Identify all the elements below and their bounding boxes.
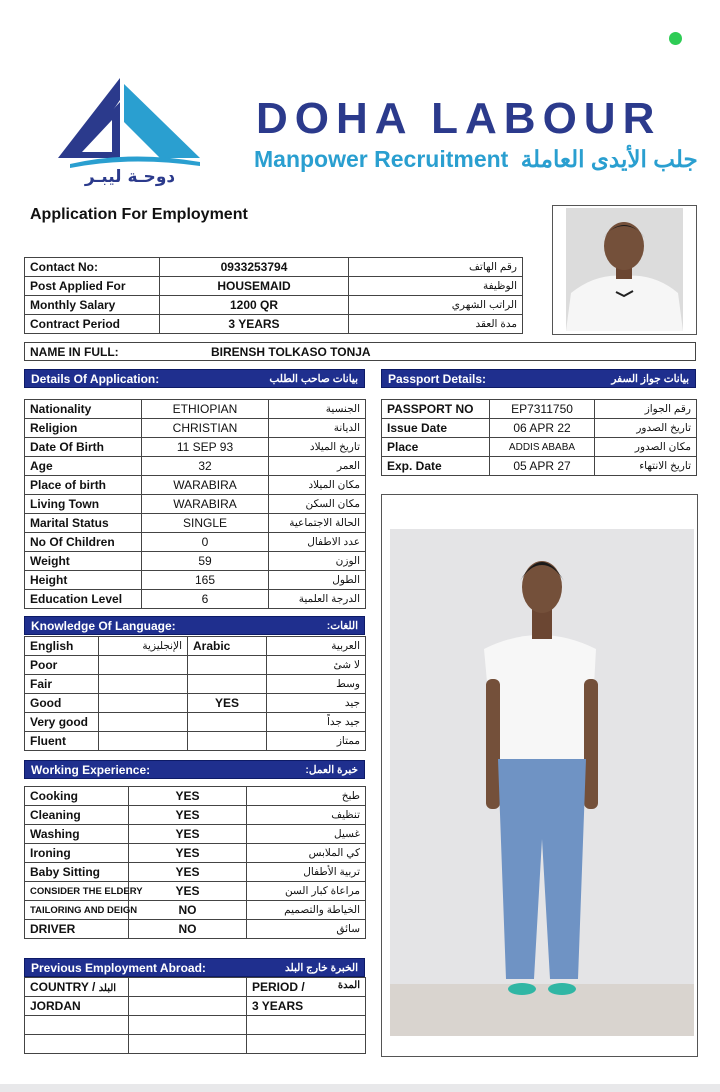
contact-value: 0933253794 xyxy=(160,258,349,277)
details-row xyxy=(25,495,366,514)
experience-header-ar: خبرة العمل: xyxy=(305,763,358,776)
experience-label-ar: غسيل xyxy=(247,825,366,844)
details-label: Age xyxy=(25,457,142,476)
language-level-label: Fluent xyxy=(25,732,99,751)
details-value: 165 xyxy=(142,571,269,590)
language-header xyxy=(24,616,365,635)
experience-header-en: Working Experience: xyxy=(31,762,151,777)
experience-value: YES xyxy=(129,882,247,901)
details-header-ar: بيانات صاحب الطلب xyxy=(269,372,358,385)
contact-label: Post Applied For xyxy=(25,277,160,296)
details-label: Education Level xyxy=(25,590,142,609)
language-col-arabic: Arabic xyxy=(188,637,267,656)
contact-label: Monthly Salary xyxy=(25,296,160,315)
language-level-label: Poor xyxy=(25,656,99,675)
previous-period: 3 YEARS xyxy=(247,997,366,1016)
experience-label-ar: طبخ xyxy=(247,787,366,806)
previous-country xyxy=(25,1016,129,1035)
details-row xyxy=(25,457,366,476)
doha-labour-logo xyxy=(50,72,210,187)
language-arabic-value xyxy=(188,732,267,751)
experience-label: Cleaning xyxy=(25,806,129,825)
details-label: Nationality xyxy=(25,400,142,419)
previous-table xyxy=(24,977,366,1054)
details-label-ar: الجنسية xyxy=(269,400,366,419)
experience-label: Baby Sitting xyxy=(25,863,129,882)
language-english-value xyxy=(99,713,188,732)
passport-label: PASSPORT NO xyxy=(382,400,490,419)
previous-row xyxy=(25,1035,366,1054)
language-row xyxy=(25,694,366,713)
language-col-arabic-ar: العربية xyxy=(267,637,366,656)
experience-row xyxy=(25,844,366,863)
brand-subtitle-en: Manpower Recruitment xyxy=(254,146,509,172)
language-row xyxy=(25,675,366,694)
passport-value: ADDIS ABABA xyxy=(490,438,595,457)
experience-value: YES xyxy=(129,806,247,825)
details-value: 59 xyxy=(142,552,269,571)
experience-label-ar: الخياطة والتصميم xyxy=(247,901,366,920)
language-english-value xyxy=(99,694,188,713)
applicant-photo-small xyxy=(552,205,697,335)
details-label: No Of Children xyxy=(25,533,142,552)
language-columns-row xyxy=(25,637,366,656)
experience-label-ar: كي الملابس xyxy=(247,844,366,863)
previous-header-en: Previous Employment Abroad: xyxy=(31,960,206,975)
details-label: Height xyxy=(25,571,142,590)
details-row xyxy=(25,438,366,457)
passport-row xyxy=(382,400,697,419)
details-value: CHRISTIAN xyxy=(142,419,269,438)
contact-row xyxy=(25,296,523,315)
details-row xyxy=(25,571,366,590)
passport-value: 05 APR 27 xyxy=(490,457,595,476)
details-value: ETHIOPIAN xyxy=(142,400,269,419)
language-arabic-value xyxy=(188,713,267,732)
brand-title: DOHA LABOUR xyxy=(256,94,662,143)
details-row xyxy=(25,514,366,533)
experience-label: Ironing xyxy=(25,844,129,863)
contact-label-ar: مدة العقد xyxy=(349,315,523,334)
previous-country xyxy=(25,1035,129,1054)
details-label-ar: تاريخ الميلاد xyxy=(269,438,366,457)
experience-row xyxy=(25,920,366,939)
experience-value: YES xyxy=(129,825,247,844)
details-label-ar: الطول xyxy=(269,571,366,590)
experience-value: NO xyxy=(129,901,247,920)
experience-value: YES xyxy=(129,844,247,863)
previous-period xyxy=(247,1016,366,1035)
experience-value: YES xyxy=(129,863,247,882)
passport-label-ar: مكان الصدور xyxy=(595,438,697,457)
language-row xyxy=(25,656,366,675)
language-row xyxy=(25,732,366,751)
details-value: 11 SEP 93 xyxy=(142,438,269,457)
details-label-ar: العمر xyxy=(269,457,366,476)
language-level-ar: جيد xyxy=(267,694,366,713)
passport-label-ar: تاريخ الانتهاء xyxy=(595,457,697,476)
details-row xyxy=(25,533,366,552)
status-dot xyxy=(669,32,682,45)
contact-row xyxy=(25,258,523,277)
language-row xyxy=(25,713,366,732)
previous-col-period: PERIOD / المدة xyxy=(247,978,366,997)
previous-header xyxy=(24,958,365,977)
experience-row xyxy=(25,825,366,844)
previous-country: JORDAN xyxy=(25,997,129,1016)
contact-value: 1200 QR xyxy=(160,296,349,315)
experience-label: TAILORING AND DEIGN xyxy=(25,901,129,920)
passport-row xyxy=(382,419,697,438)
details-header-en: Details Of Application: xyxy=(31,371,160,386)
contact-row xyxy=(25,315,523,334)
contact-label: Contact No: xyxy=(25,258,160,277)
details-label: Weight xyxy=(25,552,142,571)
previous-row xyxy=(25,1016,366,1035)
language-header-ar: اللغات: xyxy=(326,619,358,632)
passport-row xyxy=(382,457,697,476)
experience-label-ar: مراعاة كبار السن xyxy=(247,882,366,901)
previous-header-ar: الخبرة خارج البلد xyxy=(284,961,358,974)
language-level-ar: لا شئ xyxy=(267,656,366,675)
contact-label-ar: رقم الهاتف xyxy=(349,258,523,277)
applicant-full-body-figure xyxy=(390,529,694,1036)
passport-header-ar: بيانات جواز السفر xyxy=(611,372,689,385)
experience-label: Cooking xyxy=(25,787,129,806)
previous-row xyxy=(25,997,366,1016)
applicant-photo-full xyxy=(381,494,698,1057)
language-level-label: Good xyxy=(25,694,99,713)
previous-columns-row xyxy=(25,978,366,997)
language-english-value xyxy=(99,675,188,694)
experience-label: DRIVER xyxy=(25,920,129,939)
passport-label: Issue Date xyxy=(382,419,490,438)
details-label: Place of birth xyxy=(25,476,142,495)
details-row xyxy=(25,400,366,419)
experience-value: NO xyxy=(129,920,247,939)
language-table xyxy=(24,636,366,751)
language-level-label: Very good xyxy=(25,713,99,732)
details-row xyxy=(25,590,366,609)
details-label-ar: الوزن xyxy=(269,552,366,571)
contact-label-ar: الوظيفة xyxy=(349,277,523,296)
details-value: 32 xyxy=(142,457,269,476)
experience-row xyxy=(25,901,366,920)
experience-label-ar: تنظيف xyxy=(247,806,366,825)
contact-value: 3 YEARS xyxy=(160,315,349,334)
details-value: 0 xyxy=(142,533,269,552)
language-level-ar: جيد جداً xyxy=(267,713,366,732)
bottom-band xyxy=(0,1084,720,1092)
full-name-row xyxy=(24,342,696,361)
details-label-ar: الدرجة العلمية xyxy=(269,590,366,609)
language-col-english-ar: الإنجليزية xyxy=(99,637,188,656)
previous-col-country: COUNTRY / البلد xyxy=(25,978,129,997)
previous-period xyxy=(247,1035,366,1054)
language-header-en: Knowledge Of Language: xyxy=(31,618,176,633)
contact-row xyxy=(25,277,523,296)
language-english-value xyxy=(99,656,188,675)
passport-label-ar: رقم الجواز xyxy=(595,400,697,419)
language-arabic-value xyxy=(188,675,267,694)
full-name-value: BIRENSH TOLKASO TONJA xyxy=(211,344,371,359)
details-label-ar: الحالة الاجتماعية xyxy=(269,514,366,533)
details-table xyxy=(24,399,366,609)
language-level-ar: وسط xyxy=(267,675,366,694)
experience-row xyxy=(25,882,366,901)
contact-value: HOUSEMAID xyxy=(160,277,349,296)
passport-row xyxy=(382,438,697,457)
experience-label: CONSIDER THE ELDERY xyxy=(25,882,129,901)
brand-subtitle xyxy=(254,146,698,173)
passport-header xyxy=(381,369,696,388)
details-label: Religion xyxy=(25,419,142,438)
language-level-label: Fair xyxy=(25,675,99,694)
details-row xyxy=(25,476,366,495)
details-label-ar: الديانة xyxy=(269,419,366,438)
details-value: WARABIRA xyxy=(142,495,269,514)
experience-header xyxy=(24,760,365,779)
details-label-ar: مكان الميلاد xyxy=(269,476,366,495)
logo-arabic-text: دوحـة ليبـر xyxy=(84,167,176,187)
contact-label-ar: الراتب الشهري xyxy=(349,296,523,315)
language-col-english: English xyxy=(25,637,99,656)
details-label: Marital Status xyxy=(25,514,142,533)
passport-label-ar: تاريخ الصدور xyxy=(595,419,697,438)
details-value: 6 xyxy=(142,590,269,609)
brand-subtitle-ar: جلب الأيدى العاملة xyxy=(520,146,698,172)
language-arabic-value: YES xyxy=(188,694,267,713)
experience-label-ar: سائق xyxy=(247,920,366,939)
details-row xyxy=(25,552,366,571)
experience-row xyxy=(25,806,366,825)
applicant-portrait-figure xyxy=(566,208,683,331)
passport-value: EP7311750 xyxy=(490,400,595,419)
details-header xyxy=(24,369,365,388)
details-value: SINGLE xyxy=(142,514,269,533)
details-value: WARABIRA xyxy=(142,476,269,495)
full-name-label: NAME IN FULL: xyxy=(30,344,119,359)
form-title: Application For Employment xyxy=(30,206,248,223)
experience-value: YES xyxy=(129,787,247,806)
language-arabic-value xyxy=(188,656,267,675)
details-label-ar: مكان السكن xyxy=(269,495,366,514)
passport-table xyxy=(381,399,697,476)
passport-label: Exp. Date xyxy=(382,457,490,476)
details-label-ar: عدد الاطفال xyxy=(269,533,366,552)
passport-header-en: Passport Details: xyxy=(388,371,487,386)
experience-label: Washing xyxy=(25,825,129,844)
contact-label: Contract Period xyxy=(25,315,160,334)
language-english-value xyxy=(99,732,188,751)
details-label: Living Town xyxy=(25,495,142,514)
experience-row xyxy=(25,863,366,882)
details-label: Date Of Birth xyxy=(25,438,142,457)
passport-value: 06 APR 22 xyxy=(490,419,595,438)
details-row xyxy=(25,419,366,438)
experience-row xyxy=(25,787,366,806)
experience-label-ar: تربية الأطفال xyxy=(247,863,366,882)
passport-label: Place xyxy=(382,438,490,457)
contact-table xyxy=(24,257,523,334)
experience-table xyxy=(24,786,366,939)
language-level-ar: ممتاز xyxy=(267,732,366,751)
